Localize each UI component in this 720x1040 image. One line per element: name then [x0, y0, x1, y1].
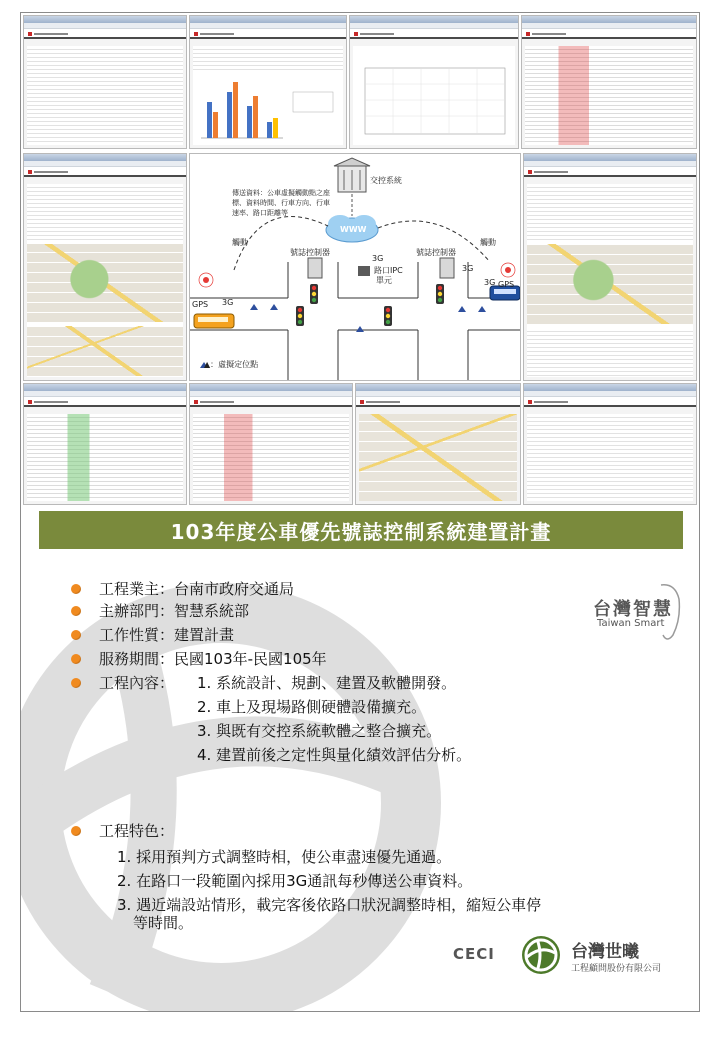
screenshot-map-left — [23, 153, 187, 381]
taiwan-smart-english: Taiwan Smart — [597, 618, 665, 629]
feature-point-3-cont: 等時間。 — [133, 914, 194, 932]
orange-bullet-icon — [71, 584, 81, 594]
diagram-3g-label: 3G — [222, 298, 234, 307]
content-point-2: 2. 車上及現場路側硬體設備擴充。 — [197, 698, 427, 716]
orange-bullet-icon — [71, 630, 81, 640]
period-item — [71, 649, 327, 669]
orange-bullet-icon — [71, 826, 81, 836]
diagram-3g-label: 3G — [484, 278, 496, 287]
diagram-gps-right: GPS — [498, 280, 515, 289]
orange-bullet-icon — [71, 654, 81, 664]
content-point-3: 3. 與既有交控系統軟體之整合擴充。 — [197, 722, 442, 740]
ceci-logo — [453, 933, 693, 981]
screenshot-bus-log — [523, 383, 697, 505]
diagram-controller-right: 號誌控制器 — [416, 248, 456, 257]
ceci-english: CECI — [453, 945, 495, 963]
department-item — [71, 601, 249, 621]
diagram-trigger-left: 觸動 — [232, 238, 248, 247]
content-point-4: 4. 建置前後之定性與量化績效評估分析。 — [197, 746, 472, 764]
content-item — [71, 673, 174, 693]
feature-point-3: 3. 遇近端設站情形，載完客後依路口狀況調整時相，縮短公車停 — [117, 896, 542, 914]
features-item — [71, 821, 174, 841]
screenshot-route-map — [355, 383, 521, 505]
screenshot-data-grid — [23, 15, 187, 149]
bus-priority-diagram — [189, 153, 521, 381]
diagram-gps-left: GPS — [192, 300, 209, 309]
project-title-banner — [39, 511, 683, 549]
ceci-chinese: 台灣世曦 — [571, 942, 639, 962]
content-point-1: 1. 系統設計、規劃、建置及軟體開發。 — [197, 674, 457, 692]
screenshot-map-right — [523, 153, 697, 381]
owner-text: 工程業主：台南市政府交通局 — [99, 580, 295, 598]
period-text: 服務期間：民國103年-民國105年 — [99, 650, 327, 668]
diagram-ipc-line-1: 路口IPC — [374, 266, 403, 275]
diagram-www-label: WWW — [340, 225, 367, 234]
diagram-trigger-right: 觸動 — [480, 238, 496, 247]
diagram-transmit-line-1: 傳送資料：公車虛擬觸動點之座 — [232, 189, 330, 197]
owner-item — [71, 579, 294, 599]
screenshot-signal-list — [189, 383, 353, 505]
screenshot-status-list — [23, 383, 187, 505]
screenshot-record-table — [521, 15, 697, 149]
diagram-3g-label: 3G — [372, 254, 384, 263]
mini-line-chart — [353, 50, 517, 146]
features-label: 工程特色： — [99, 822, 175, 840]
feature-point-2: 2. 在路口一段範圍內採用3G通訊每秒傳送公車資料。 — [117, 872, 473, 890]
taiwan-smart-chinese: 台灣智慧 — [593, 599, 673, 620]
mini-bar-chart — [193, 72, 345, 142]
diagram-ipc-line-2: 單元 — [376, 276, 392, 285]
department-text: 主辦部門：智慧系統部 — [99, 602, 250, 620]
ceci-globe-icon — [519, 933, 563, 977]
diagram-center-label: 交控系統 — [370, 176, 402, 185]
screenshot-bar-chart — [189, 15, 347, 149]
screenshot-line-chart — [349, 15, 519, 149]
nature-item — [71, 625, 234, 645]
feature-point-1: 1. 採用預判方式調整時相，使公車盡速優先通過。 — [117, 848, 452, 866]
ceci-subtitle: 工程顧問股份有限公司 — [571, 964, 662, 974]
nature-text: 工作性質：建置計畫 — [99, 626, 235, 644]
orange-bullet-icon — [71, 678, 81, 688]
diagram-legend: ▲：虛擬定位點 — [204, 360, 259, 369]
orange-bullet-icon — [71, 606, 81, 616]
diagram-controller-left: 號誌控制器 — [290, 248, 330, 257]
diagram-3g-label: 3G — [462, 264, 474, 273]
project-title: 103年度公車優先號誌控制系統建置計畫 — [170, 519, 552, 544]
diagram-transmit-line-2: 標、資料時間、行車方向、行車 — [232, 199, 330, 207]
content-label: 工程內容： — [99, 674, 175, 692]
diagram-transmit-line-3: 速率、路口距離等 — [232, 209, 288, 217]
poster-sheet — [20, 12, 700, 1012]
